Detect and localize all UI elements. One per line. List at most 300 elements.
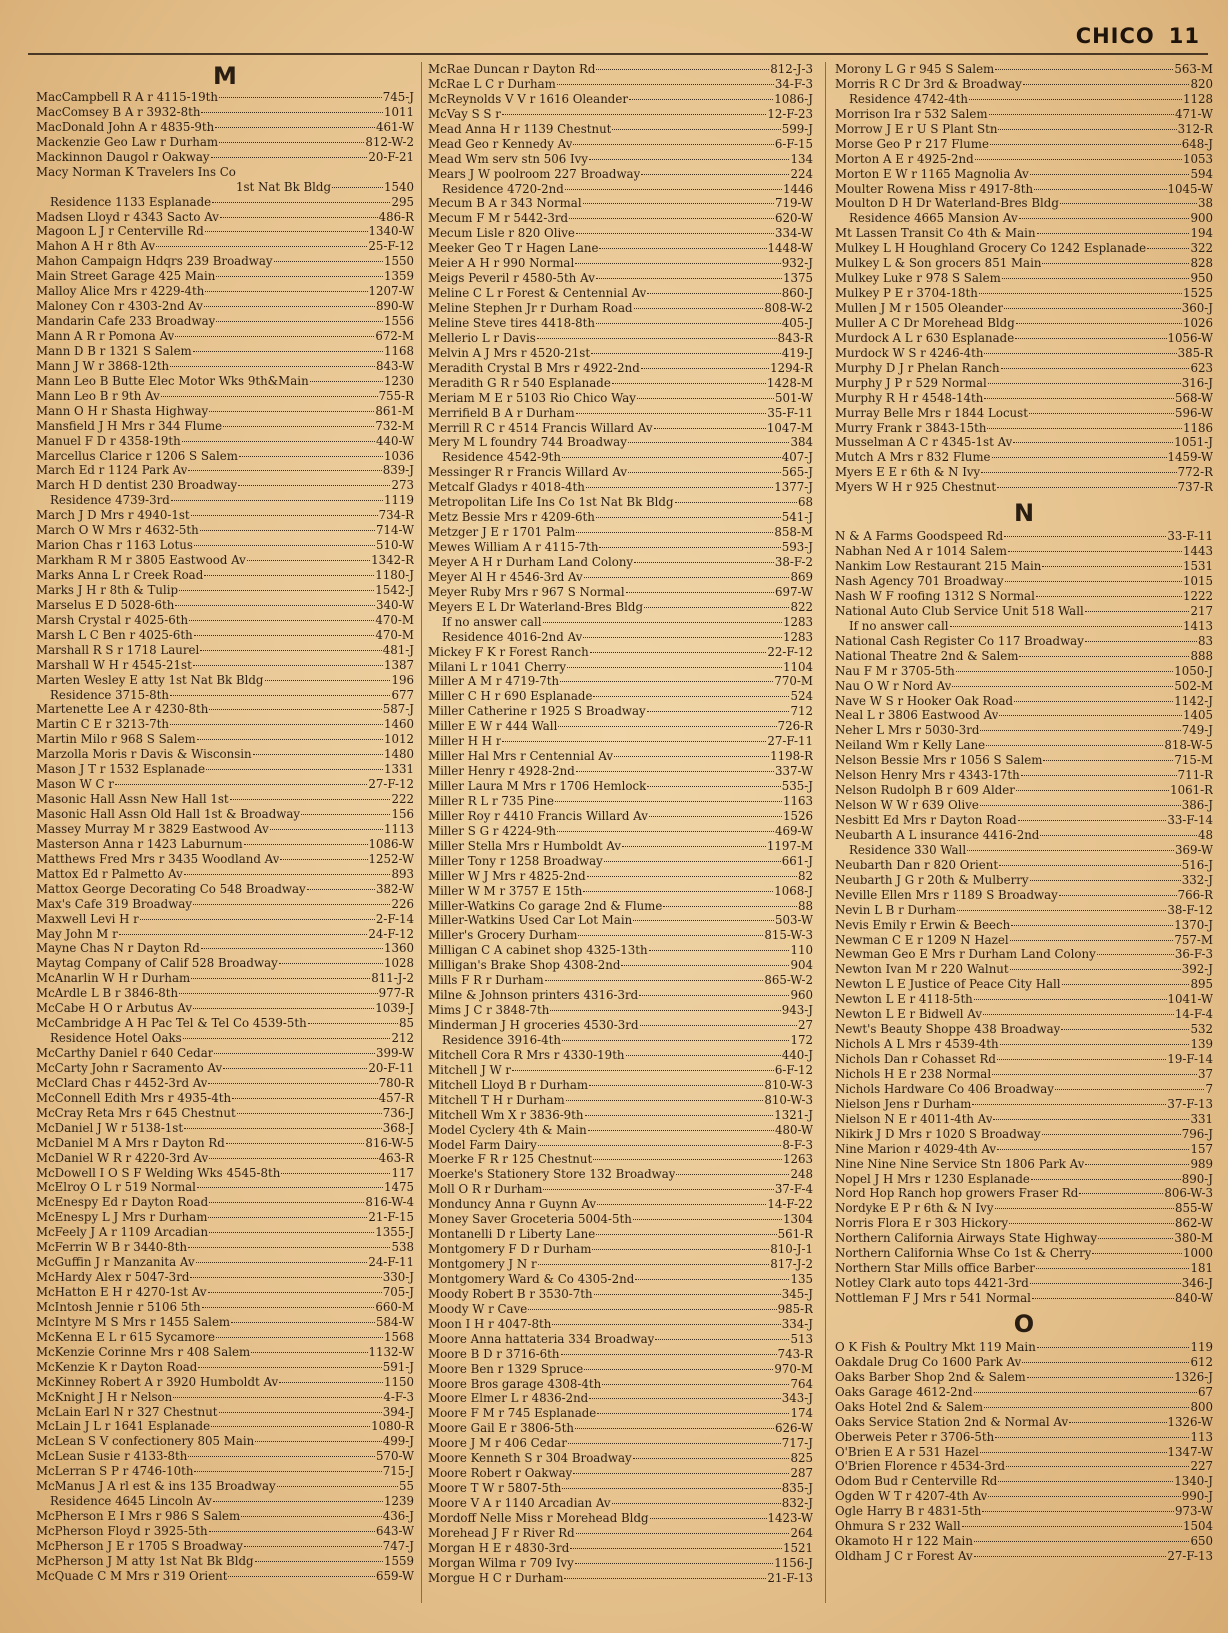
listing-entry [36, 374, 414, 389]
leader-dots [208, 1216, 367, 1218]
leader-dots [200, 529, 375, 531]
listing-name: Moulton D H Dr Waterland-Bres Bldg [835, 196, 1059, 211]
leader-dots [634, 561, 774, 563]
listing-phone: 541-J [781, 510, 813, 525]
listing-phone: 587-J [382, 702, 414, 717]
listing-phone: 715-J [382, 1464, 414, 1479]
listing-phone: 117 [391, 1165, 414, 1180]
leader-dots [281, 1172, 390, 1174]
listing-phone: 1480 [383, 747, 414, 762]
listing-name: Nikirk J D Mrs r 1020 S Broadway [835, 1126, 1041, 1141]
listing-entry [835, 933, 1213, 948]
leader-dots [999, 864, 1181, 866]
listing-entry [36, 732, 414, 747]
leader-dots [982, 1510, 1174, 1512]
listing-phone: 591-J [382, 1359, 414, 1374]
leader-dots [184, 1127, 382, 1129]
listing-name: Marsh L C Ben r 4025-6th [36, 627, 193, 642]
leader-dots [622, 845, 766, 847]
column-1 [36, 62, 414, 1584]
leader-dots [1043, 759, 1173, 761]
listing-name: Residence Hotel Oaks [50, 1031, 182, 1046]
listing-phone: 217 [1190, 603, 1213, 618]
leader-dots [988, 1495, 1180, 1497]
listing-name: Murphy D J r Phelan Ranch [835, 360, 1000, 375]
listing-name: Norris Flora E r 303 Hickory [835, 1216, 1009, 1231]
listing-phone: 1061-R [1170, 783, 1213, 798]
listing-entry [36, 837, 414, 852]
leader-dots [637, 397, 774, 399]
section-letter: M [213, 62, 237, 90]
listing-entry [36, 643, 414, 658]
listing-phone: 890-W [376, 299, 414, 314]
listing-entry [36, 254, 414, 269]
leader-dots [583, 202, 774, 204]
listing-name: Markham R M r 3805 Eastwood Av [36, 553, 246, 568]
leader-dots [1018, 819, 1167, 821]
leader-dots [216, 320, 383, 322]
leader-dots [1011, 924, 1173, 926]
listing-phone: 1359 [383, 269, 414, 284]
listing-phone: 817-J-2 [770, 1257, 813, 1271]
listing-phone: 35-F-11 [767, 405, 813, 420]
listing-entry [428, 1466, 813, 1481]
listing-entry [428, 600, 813, 615]
listing-phone: 1128 [1182, 91, 1213, 106]
leader-dots [984, 352, 1176, 354]
leader-dots [589, 1084, 763, 1086]
listing-phone: 157 [1190, 1141, 1213, 1156]
listing-phone: 1531 [1182, 559, 1213, 574]
listing-name: Moody Robert B r 3530-7th [428, 1286, 593, 1301]
leader-dots [188, 1246, 390, 1248]
listing-entry [36, 1390, 414, 1405]
listing-phone: 212 [391, 1031, 414, 1046]
listing-name: Residence 4665 Mansion Av [849, 211, 1018, 226]
listing-entry [428, 376, 813, 391]
leader-dots [208, 1082, 377, 1084]
leader-dots [628, 471, 781, 473]
leader-dots [244, 1545, 382, 1547]
listing-name: Newman Geo E Mrs r Durham Land Colony [835, 947, 1096, 962]
listing-name: Meigs Peveril r 4580-5th Av [428, 271, 595, 286]
listing-entry [428, 241, 813, 256]
listing-name: Miller's Grocery Durham [428, 928, 578, 943]
leader-dots [193, 903, 390, 905]
leader-dots [989, 113, 1174, 115]
leader-dots [555, 800, 782, 802]
listing-entry [36, 941, 414, 956]
listing-name: Moore J M r 406 Cedar [428, 1436, 567, 1451]
listing-entry [36, 1210, 414, 1225]
listing-entry [835, 828, 1213, 843]
listing-name: Neubarth Dan r 820 Orient [835, 857, 999, 872]
listing-name: McKnight J H r Nelson [36, 1389, 173, 1404]
listing-name: Moore T W r 5807-5th [428, 1481, 562, 1496]
listing-entry [428, 1108, 813, 1123]
listing-name: Montanelli D r Liberty Lane [428, 1227, 596, 1242]
leader-dots [184, 873, 391, 875]
listing-entry [36, 598, 414, 613]
listing-name: March H D dentist 230 Broadway [36, 478, 238, 493]
leader-dots [209, 1231, 374, 1233]
listing-phone: 1036 [383, 448, 414, 463]
listing-name: Milligan's Brake Shop 4308-2nd [428, 958, 621, 973]
listing-entry [36, 628, 414, 643]
leader-dots [612, 1502, 781, 1504]
leader-dots [1042, 1133, 1181, 1135]
leader-dots [583, 890, 773, 892]
leader-dots [650, 1517, 767, 1519]
listing-name: Residence 1133 Esplanade [50, 194, 212, 209]
listing-entry [428, 1421, 813, 1436]
leader-dots [635, 1278, 789, 1280]
listing-entry [835, 634, 1213, 649]
listing-phone: 1326-W [1167, 1414, 1213, 1429]
listing-entry [428, 406, 813, 421]
listing-entry [428, 540, 813, 555]
listing-phone: 2-F-14 [375, 911, 414, 926]
listing-entry [835, 738, 1213, 753]
listing-name: Mahon A H r 8th Av [36, 239, 156, 254]
listing-entry [835, 137, 1213, 152]
listing-entry [36, 1225, 414, 1240]
listing-name: Maxwell Levi H r [36, 911, 139, 926]
listing-entry [835, 1415, 1213, 1430]
listing-entry [36, 658, 414, 673]
listing-name: O'Brien Florence r 4534-3rd [835, 1459, 1006, 1474]
listing-phone: 1342-R [371, 553, 414, 568]
listing-entry [36, 1345, 414, 1360]
listing-name: Northern Star Mills office Barber [835, 1261, 1035, 1276]
listing-name: Mansfield J H Mrs r 344 Flume [36, 418, 223, 433]
leader-dots [1032, 1297, 1174, 1299]
listing-entry [428, 913, 813, 928]
leader-dots [204, 305, 375, 307]
listing-entry [428, 286, 813, 301]
listing-name: Morris R C Dr 3rd & Broadway [835, 76, 1022, 91]
listing-entry [835, 1052, 1213, 1067]
leader-dots [1013, 441, 1173, 443]
leader-dots [599, 247, 766, 249]
listing-name: Residence 330 Wall [849, 842, 967, 857]
listing-name: Miller H H r [428, 734, 502, 749]
listing-entry [36, 1136, 414, 1151]
listing-entry [428, 555, 813, 570]
listing-name: Marks Anna L r Creek Road [36, 568, 204, 582]
listing-phone: 757-M [1174, 932, 1213, 947]
listing-phone: 1011 [383, 104, 414, 119]
listing-phone: 21-F-15 [368, 1210, 414, 1225]
leader-dots [596, 322, 781, 324]
listing-phone: 440-J [781, 1047, 813, 1062]
listing-phone: 8-F-3 [782, 1137, 813, 1152]
column-3 [835, 62, 1213, 1564]
listing-phone: 1015 [1182, 574, 1213, 588]
leader-dots [560, 680, 773, 682]
listing-phone: 1428-M [766, 375, 813, 390]
listing-name: McPherson E I Mrs r 986 S Salem [36, 1509, 241, 1524]
listing-phone: 736-J [382, 1105, 414, 1120]
listing-entry [835, 1370, 1213, 1385]
listing-name: Mann Leo B r 9th Av [36, 388, 160, 403]
listing-name: Moore Kenneth S r 304 Broadway [428, 1451, 632, 1466]
leader-dots [576, 412, 767, 414]
listing-name: Mead Geo r Kennedy Av [428, 136, 573, 151]
listing-entry [835, 1186, 1213, 1201]
listing-entry [835, 1112, 1213, 1127]
leader-dots [1010, 939, 1174, 941]
listing-entry [835, 1216, 1213, 1231]
listing-entry [835, 1504, 1213, 1519]
listing-phone: 1047-M [766, 420, 813, 435]
leader-dots [140, 918, 375, 920]
listing-name: Murdock A L r 630 Esplanade [835, 330, 1015, 345]
leader-dots [633, 1457, 790, 1459]
listing-name: Marzolla Moris r Davis & Wisconsin [36, 747, 252, 762]
listing-entry [428, 884, 813, 899]
listing-entry [36, 1509, 414, 1524]
listing-entry [835, 903, 1213, 918]
listing-entry [36, 1151, 414, 1166]
listing-entry [36, 419, 414, 434]
listing-entry [428, 1167, 813, 1182]
listing-name: Milne & Johnson printers 4316-3rd [428, 988, 639, 1003]
listing-name: Meyer Ruby Mrs r 967 S Normal [428, 584, 625, 599]
leader-dots [197, 1186, 383, 1188]
leader-dots [596, 277, 782, 279]
leader-dots [223, 1067, 367, 1069]
listing-phone: 322 [1190, 241, 1213, 256]
listing-phone: 524 [790, 689, 813, 704]
listing-phone: 345-J [781, 1286, 813, 1301]
listing-phone: 1559 [383, 1553, 414, 1568]
listing-name: Mattox Ed r Palmetto Av [36, 866, 183, 881]
leader-dots [1042, 565, 1182, 567]
listing-phone: 812-W-2 [365, 134, 414, 149]
listing-phone: 1230 [383, 373, 414, 388]
listing-phone: 820 [1190, 76, 1213, 91]
listing-phone: 1045-W [1167, 181, 1213, 196]
listing-name: McIntosh Jennie r 5106 5th [36, 1299, 201, 1314]
listing-phone: 312-R [1177, 121, 1213, 136]
listing-name: Meyer Al H r 4546-3rd Av [428, 569, 583, 584]
column-2 [428, 62, 813, 1586]
listing-name: Miller S G r 4224-9th [428, 823, 557, 838]
listing-phone: 1542-J [375, 582, 414, 597]
listing-entry [835, 1445, 1213, 1460]
listing-name: Mitchell Lloyd B r Durham [428, 1077, 589, 1092]
listing-entry [428, 1406, 813, 1421]
listing-name: Mead Wm serv stn 506 Ivy [428, 151, 588, 166]
listing-phone: 295 [391, 194, 414, 209]
listing-phone: 264 [790, 1525, 813, 1540]
listing-name: Miller Laura M Mrs r 1706 Hemlock [428, 779, 647, 793]
listing-phone: 1568 [383, 1329, 414, 1344]
listing-name: McGuffin J r Manzanita Av [36, 1255, 195, 1270]
listing-entry [835, 664, 1213, 679]
listing-entry [835, 604, 1213, 619]
listing-name: Residence 3715-8th [50, 687, 170, 702]
listing-phone: 227 [1190, 1459, 1213, 1474]
listing-entry [36, 1360, 414, 1375]
listing-entry [36, 523, 414, 538]
listing-phone: 12-F-23 [767, 106, 813, 121]
listing-name: Mutch A Mrs r 832 Flume [835, 450, 991, 465]
listing-entry [835, 1291, 1213, 1306]
listing-phone: 825 [790, 1451, 813, 1466]
listing-name: Oldham J C r Forest Av [835, 1549, 973, 1564]
listing-phone: 810-W-3 [764, 1077, 813, 1092]
listing-phone: 369-W [1175, 842, 1213, 857]
listing-phone: 1340-J [1174, 1474, 1213, 1489]
leader-dots [995, 1436, 1189, 1438]
listing-phone: 535-J [781, 779, 813, 793]
listing-name: Morse Geo P r 217 Flume [835, 136, 989, 151]
leader-dots [984, 397, 1174, 399]
listing-entry [835, 465, 1213, 480]
listing-entry [36, 284, 414, 299]
listing-name: Moore Anna hattateria 334 Broadway [428, 1331, 655, 1346]
listing-entry [835, 450, 1213, 465]
listing-entry [36, 1061, 414, 1076]
leader-dots [565, 188, 782, 190]
leader-dots [214, 1052, 375, 1054]
leader-dots [115, 783, 367, 785]
listing-name: Moore Gail E r 3806-5th [428, 1421, 575, 1436]
listing-phone: 334-W [775, 226, 813, 241]
listing-phone: 399-W [376, 1046, 414, 1060]
listing-name: Mt Lassen Transit Co 4th & Main [835, 226, 1036, 241]
listing-name: Oaks Service Station 2nd & Normal Av [835, 1414, 1069, 1429]
listing-phone: 1283 [782, 629, 813, 644]
listing-name: Metzger J E r 1701 Palm [428, 525, 576, 540]
leader-dots [593, 695, 789, 697]
listing-entry [428, 301, 813, 316]
leader-dots [205, 290, 367, 292]
listing-name: N & A Farms Goodspeed Rd [835, 529, 1004, 544]
leader-dots [251, 1351, 367, 1353]
leader-dots [950, 625, 1182, 627]
listing-phone: 68 [797, 495, 813, 510]
listing-entry [428, 958, 813, 973]
leader-dots [952, 685, 1173, 687]
listing-name: Mulkey P E r 3704-18th [835, 286, 978, 301]
listing-name: Miller-Watkins Used Car Lot Main [428, 913, 633, 928]
listing-phone: 1113 [383, 821, 414, 836]
listing-entry [428, 928, 813, 943]
leader-dots [528, 1308, 776, 1310]
listing-phone: 1150 [383, 1374, 414, 1389]
listing-entry [428, 1227, 813, 1242]
leader-dots [1030, 173, 1190, 175]
listing-name: McLean Susie r 4133-8th [36, 1449, 188, 1464]
listing-phone: 24-F-12 [368, 926, 414, 941]
leader-dots [1034, 188, 1166, 190]
listing-phone: 973-W [1175, 1504, 1213, 1519]
listing-entry [36, 508, 414, 523]
listing-entry [835, 992, 1213, 1007]
listing-entry [36, 224, 414, 239]
listing-phone: 711-R [1177, 768, 1213, 783]
listing-phone: 1050-J [1174, 663, 1213, 678]
listing-name: Moore B D r 3716-6th [428, 1346, 560, 1361]
listing-entry [36, 956, 414, 971]
listing-name: MacDonald John A r 4835-9th [36, 119, 215, 134]
leader-dots [1030, 879, 1181, 881]
leader-dots [584, 1368, 773, 1370]
listing-entry [428, 988, 813, 1003]
listing-phone: 1252-W [368, 851, 414, 866]
listing-name: Meradith G R r 540 Esplanade [428, 375, 611, 390]
listing-phone: 6-F-15 [774, 136, 813, 151]
listing-name: Mitchell Cora R Mrs r 4330-19th [428, 1047, 625, 1062]
listing-name: McIntyre M S Mrs r 1455 Salem [36, 1314, 231, 1329]
listing-name: Miller Henry r 4928-2nd [428, 764, 575, 779]
leader-dots [274, 260, 383, 262]
listing-phone: 461-W [376, 119, 414, 134]
listing-phone: 743-R [777, 1346, 813, 1361]
listing-entry [428, 152, 813, 167]
leader-dots [188, 1455, 375, 1457]
leader-dots [980, 804, 1181, 806]
listing-entry [428, 465, 813, 480]
listing-entry [428, 1063, 813, 1078]
listing-entry [36, 717, 414, 732]
listing-entry [835, 301, 1213, 316]
listing-entry [835, 167, 1213, 182]
listing-name: Nankim Low Restaurant 215 Main [835, 559, 1042, 574]
listing-phone: 893 [391, 866, 414, 881]
listing-phone: 749-J [1181, 723, 1213, 738]
listing-entry [835, 619, 1213, 634]
leader-dots [161, 395, 378, 397]
listing-phone: 248 [790, 1167, 813, 1182]
listing-entry [428, 1078, 813, 1093]
leader-dots [1023, 83, 1190, 85]
leader-dots [641, 173, 789, 175]
leader-dots [190, 1276, 381, 1278]
listing-entry [428, 689, 813, 704]
listing-name: Miller W M r 3757 E 15th [428, 883, 583, 898]
listing-name: McDaniel J W r 5138-1st [36, 1120, 184, 1135]
listing-entry [428, 1347, 813, 1362]
leader-dots [557, 830, 774, 832]
listing-phone: 334-J [781, 1316, 813, 1331]
listing-name: Moulter Rowena Miss r 4917-8th [835, 181, 1034, 196]
listing-name: Marion Chas r 1163 Lotus [36, 538, 193, 553]
listing-phone: 19-F-14 [1167, 1052, 1213, 1066]
listing-name: Mulkey L H Houghland Grocery Co 1242 Esplanade [835, 241, 1147, 256]
header-rule [28, 53, 1208, 55]
listing-entry [36, 1464, 414, 1479]
leader-dots [980, 1451, 1167, 1453]
listing-entry [835, 107, 1213, 122]
listing-phone: 717-J [781, 1436, 813, 1451]
listing-entry [36, 314, 414, 329]
listing-entry [428, 899, 813, 914]
listing-name: Montgomery F D r Durham [428, 1242, 592, 1257]
leader-dots [999, 714, 1182, 716]
listing-entry [428, 1496, 813, 1511]
listing-name: McKenzie K r Dayton Road [36, 1359, 198, 1374]
leader-dots [1030, 1282, 1181, 1284]
listing-name: McConnell Edith Mrs r 4935-4th [36, 1090, 232, 1105]
listing-name: Nelson Bessie Mrs r 1056 S Salem [835, 753, 1043, 768]
listing-entry [835, 196, 1213, 211]
leader-dots [655, 1338, 789, 1340]
listing-phone: 34-F-3 [774, 76, 813, 91]
